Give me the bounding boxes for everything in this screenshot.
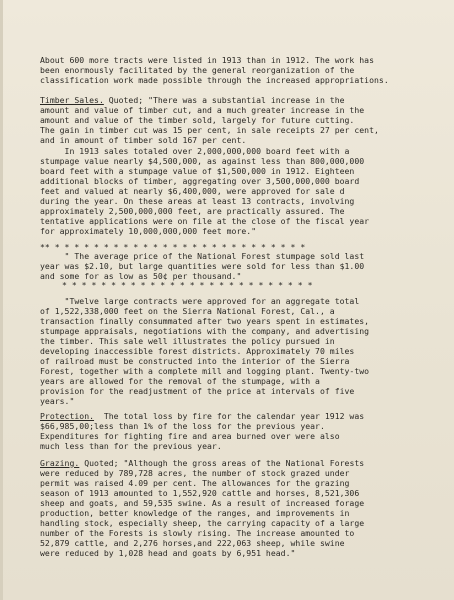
timber-sales-line: Quoted; "There was a substantial increase in the bbox=[103, 95, 345, 105]
sierra-line: of railroad must be constructed into the interior of the Sierra bbox=[40, 356, 350, 366]
grazing-line: Quoted; "Although the gross areas of the National Forests bbox=[79, 458, 365, 468]
timber-sales-line: The gain in timber cut was 15 per cent, in sale receipts 27 per cent, bbox=[40, 125, 379, 135]
grazing-line: 52,879 cattle, and 2,276 horses,and 222,063 sheep, while swine bbox=[40, 538, 345, 548]
timber-sales-heading: Timber Sales. bbox=[40, 95, 104, 105]
stumpage-line: and some for as low as 50¢ per thousand." bbox=[40, 271, 242, 281]
protection-line: The total loss by fire for the calendar year 1912 was bbox=[94, 411, 365, 421]
sierra-line: years are allowed for the removal of the stumpage, with a bbox=[40, 376, 320, 386]
grazing-line: were reduced by 1,028 head and goats by 6,951 head." bbox=[40, 548, 296, 558]
grazing-line: handling stock, especially sheep, the carrying capacity of a large bbox=[40, 518, 365, 528]
sierra-line: developing inaccessible forest districts. Approximately 70 miles bbox=[40, 346, 355, 356]
timber-sales-line: for approximately 10,000,000,000 feet more." bbox=[40, 226, 257, 236]
timber-sales-line: tentative applications were on file at the close of the fiscal year bbox=[40, 216, 370, 226]
sierra-line: the timber. This sale well illustrates the policy pursued in bbox=[40, 336, 335, 346]
protection-heading: Protection. bbox=[40, 411, 95, 421]
sierra-line: "Twelve large contracts were approved for an aggregate total bbox=[40, 296, 360, 306]
sierra-line: of 1,522,338,000 feet on the Sierra National Forest, Cal., a bbox=[40, 306, 335, 316]
sierra-line: Forest, together with a complete mill and logging plant. Twenty-two bbox=[40, 366, 370, 376]
intro-line: classification work made possible through the increased appropriations. bbox=[40, 75, 389, 85]
timber-sales-line: amount and value of the timber sold, largely for future cutting. bbox=[40, 115, 355, 125]
page-left-edge bbox=[0, 0, 3, 600]
stumpage-line: " The average price of the National Forest stumpage sold last bbox=[40, 251, 365, 261]
timber-sales-line: and in amount of timber sold 167 per cent. bbox=[40, 135, 247, 145]
asterisk-separator: * * * * * * * * * * * * * * * * * * * * * * * * * * bbox=[62, 280, 313, 290]
grazing-line: sheep and goats, and 59,535 swine. As a result of increased forage bbox=[40, 498, 365, 508]
timber-sales-line: amount and value of timber cut, and a much greater increase in the bbox=[40, 105, 365, 115]
grazing-line: permit was raised 4.09 per cent. The allowances for the grazing bbox=[40, 478, 350, 488]
sierra-line: transaction finally consummated after two years spent in estimates, bbox=[40, 316, 370, 326]
grazing-line: were reduced by 789,728 acres, the number of stock grazed under bbox=[40, 468, 350, 478]
grazing-line: season of 1913 amounted to 1,552,920 cattle and horses, 8,521,306 bbox=[40, 488, 360, 498]
timber-sales-line: stumpage value nearly $4,500,000, as against less than 800,000,000 bbox=[40, 156, 365, 166]
timber-sales-line: In 1913 sales totaled over 2,000,000,000 board feet with a bbox=[40, 146, 350, 156]
stumpage-line: year was $2.10, but large quantities were sold for less than $1.00 bbox=[40, 261, 365, 271]
sierra-line: provision for the readjustment of the price at intervals of five bbox=[40, 386, 355, 396]
protection-line: $66,985,00;less than 1% of the loss for the previous year. bbox=[40, 421, 325, 431]
timber-sales-line: feet and valued at nearly $6,400,000, were approved for sale d bbox=[40, 186, 345, 196]
grazing-heading: Grazing. bbox=[40, 458, 80, 468]
protection-line: Expenditures for fighting fire and area burned over were also bbox=[40, 431, 340, 441]
protection-line: much less than for the previous year. bbox=[40, 441, 222, 451]
intro-line: About 600 more tracts were listed in 1913 than in 1912. The work has bbox=[40, 55, 374, 65]
sierra-line: stumpage appraisals, negotiations with the company, and advertising bbox=[40, 326, 370, 336]
timber-sales-line: approximately 2,500,000,000 feet, are practically assured. The bbox=[40, 206, 345, 216]
grazing-line: number of the Forests is slowly rising. The increase amounted to bbox=[40, 528, 355, 538]
sierra-line: years." bbox=[40, 396, 75, 406]
timber-sales-line: during the year. On these areas at least 13 contracts, involving bbox=[40, 196, 355, 206]
asterisk-separator: ** * * * * * * * * * * * * * * * * * * * * * * * * * * bbox=[40, 242, 306, 252]
timber-sales-line: additional blocks of timber, aggregating over 3,500,000,000 board bbox=[40, 176, 360, 186]
intro-line: been enormously facilitated by the general reorganization of the bbox=[40, 65, 355, 75]
timber-sales-line: board feet with a stumpage value of $1,500,000 in 1912. Eighteen bbox=[40, 166, 355, 176]
grazing-line: production, better knowledge of the ranges, and improvements in bbox=[40, 508, 350, 518]
